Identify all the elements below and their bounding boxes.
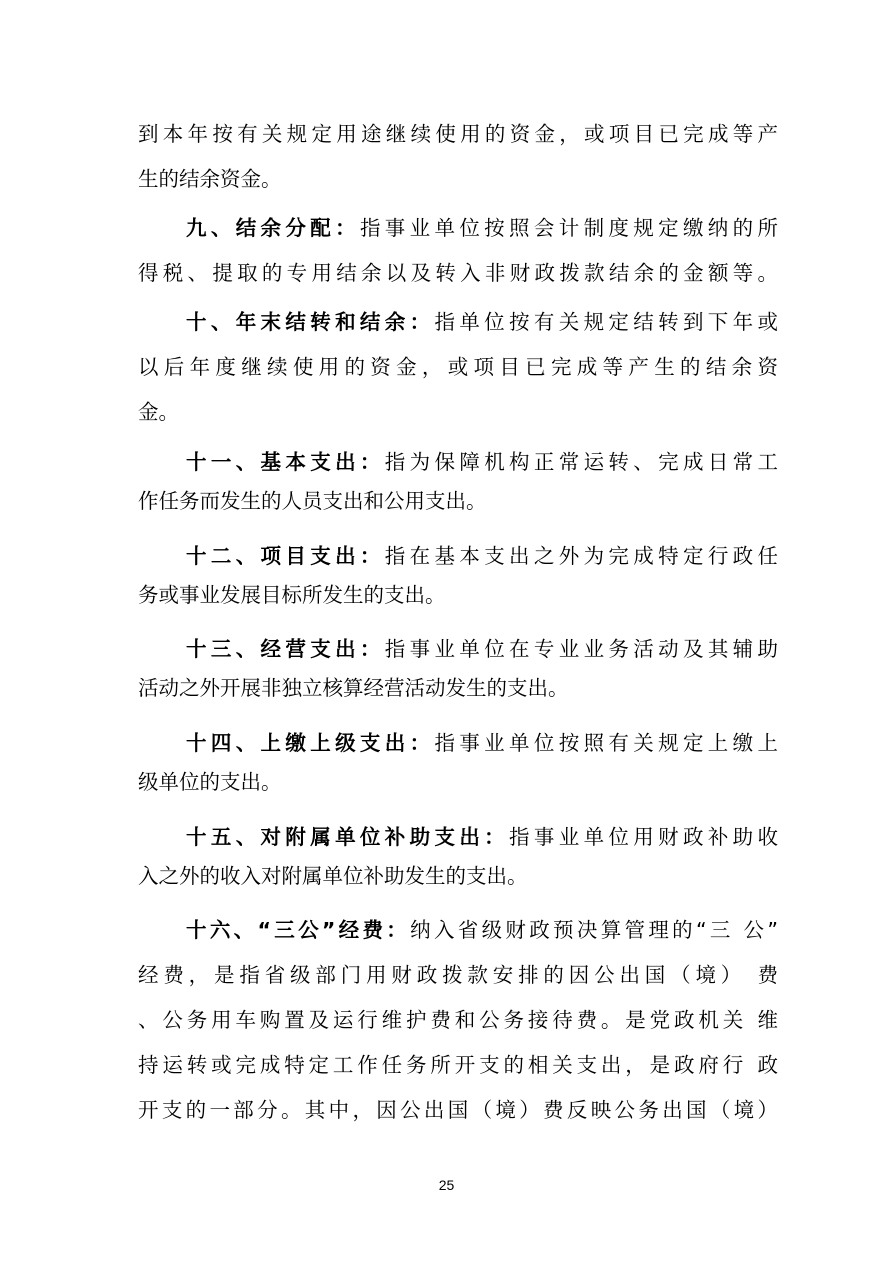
text-line: 、公务用车购置及运行维护费和公务接待费。是党政机关 维 bbox=[138, 1008, 778, 1032]
text-line: 以后年度继续使用的资金，或项目已完成等产生的结余资 bbox=[138, 355, 778, 379]
text-line: 生的结余资金。 bbox=[138, 167, 282, 191]
text-line: 得税、提取的专用结余以及转入非财政拨款结余的金额等。 bbox=[138, 261, 778, 285]
definition-text: 指为保障机构正常运转、完成日常工 bbox=[384, 450, 779, 474]
text-line: 经费，是指省级部门用财政拨款安排的因公出国（境） 费 bbox=[138, 963, 778, 987]
text-line: 开支的一部分。其中，因公出国（境）费反映公务出国（境） bbox=[138, 1098, 778, 1122]
text-line bbox=[186, 912, 778, 948]
definition-text: 指单位按有关规定结转到下年或 bbox=[434, 310, 779, 334]
text-line: 务或事业发展目标所发生的支出。 bbox=[138, 583, 446, 607]
text-line bbox=[186, 538, 778, 574]
definition-text: 指事业单位用财政补助收 bbox=[509, 825, 779, 849]
definition-text: 指在基本支出之外为完成特定行政任 bbox=[384, 544, 779, 568]
term-heading: 十二、项目支出： bbox=[186, 544, 385, 568]
text-line: 入之外的收入对附属单位补助发生的支出。 bbox=[138, 864, 528, 888]
page-number: 25 bbox=[438, 1177, 455, 1193]
text-line bbox=[186, 210, 778, 246]
text-line bbox=[186, 444, 778, 480]
text-line: 金。 bbox=[138, 400, 179, 424]
text-line: 级单位的支出。 bbox=[138, 770, 282, 794]
term-heading: 十五、对附属单位补助支出： bbox=[186, 825, 510, 849]
text-line: 作任务而发生的人员支出和公用支出。 bbox=[138, 489, 487, 513]
text-line bbox=[186, 304, 778, 340]
term-heading: 十三、经营支出： bbox=[186, 637, 385, 661]
definition-text: 指事业单位在专业业务活动及其辅助 bbox=[384, 637, 779, 661]
term-heading: 十一、基本支出： bbox=[186, 450, 385, 474]
text-line bbox=[186, 819, 778, 855]
term-heading: 十六、“三公”经费： bbox=[186, 918, 411, 942]
definition-text: 指事业单位按照有关规定上缴上 bbox=[434, 731, 779, 755]
term-heading: 十、年末结转和结余： bbox=[186, 310, 435, 334]
term-heading: 九、结余分配： bbox=[186, 216, 360, 240]
text-line: 到本年按有关规定用途继续使用的资金，或项目已完成等产 bbox=[138, 122, 778, 146]
definition-text: 纳入省级财政预决算管理的“三 公” bbox=[410, 918, 778, 942]
text-line: 活动之外开展非独立核算经营活动发生的支出。 bbox=[138, 676, 569, 700]
text-line bbox=[186, 725, 778, 761]
text-line: 持运转或完成特定工作任务所开支的相关支出，是政府行 政 bbox=[138, 1053, 778, 1077]
definition-text: 指事业单位按照会计制度规定缴纳的所 bbox=[359, 216, 779, 240]
term-heading: 十四、上缴上级支出： bbox=[186, 731, 435, 755]
text-line bbox=[186, 631, 778, 667]
